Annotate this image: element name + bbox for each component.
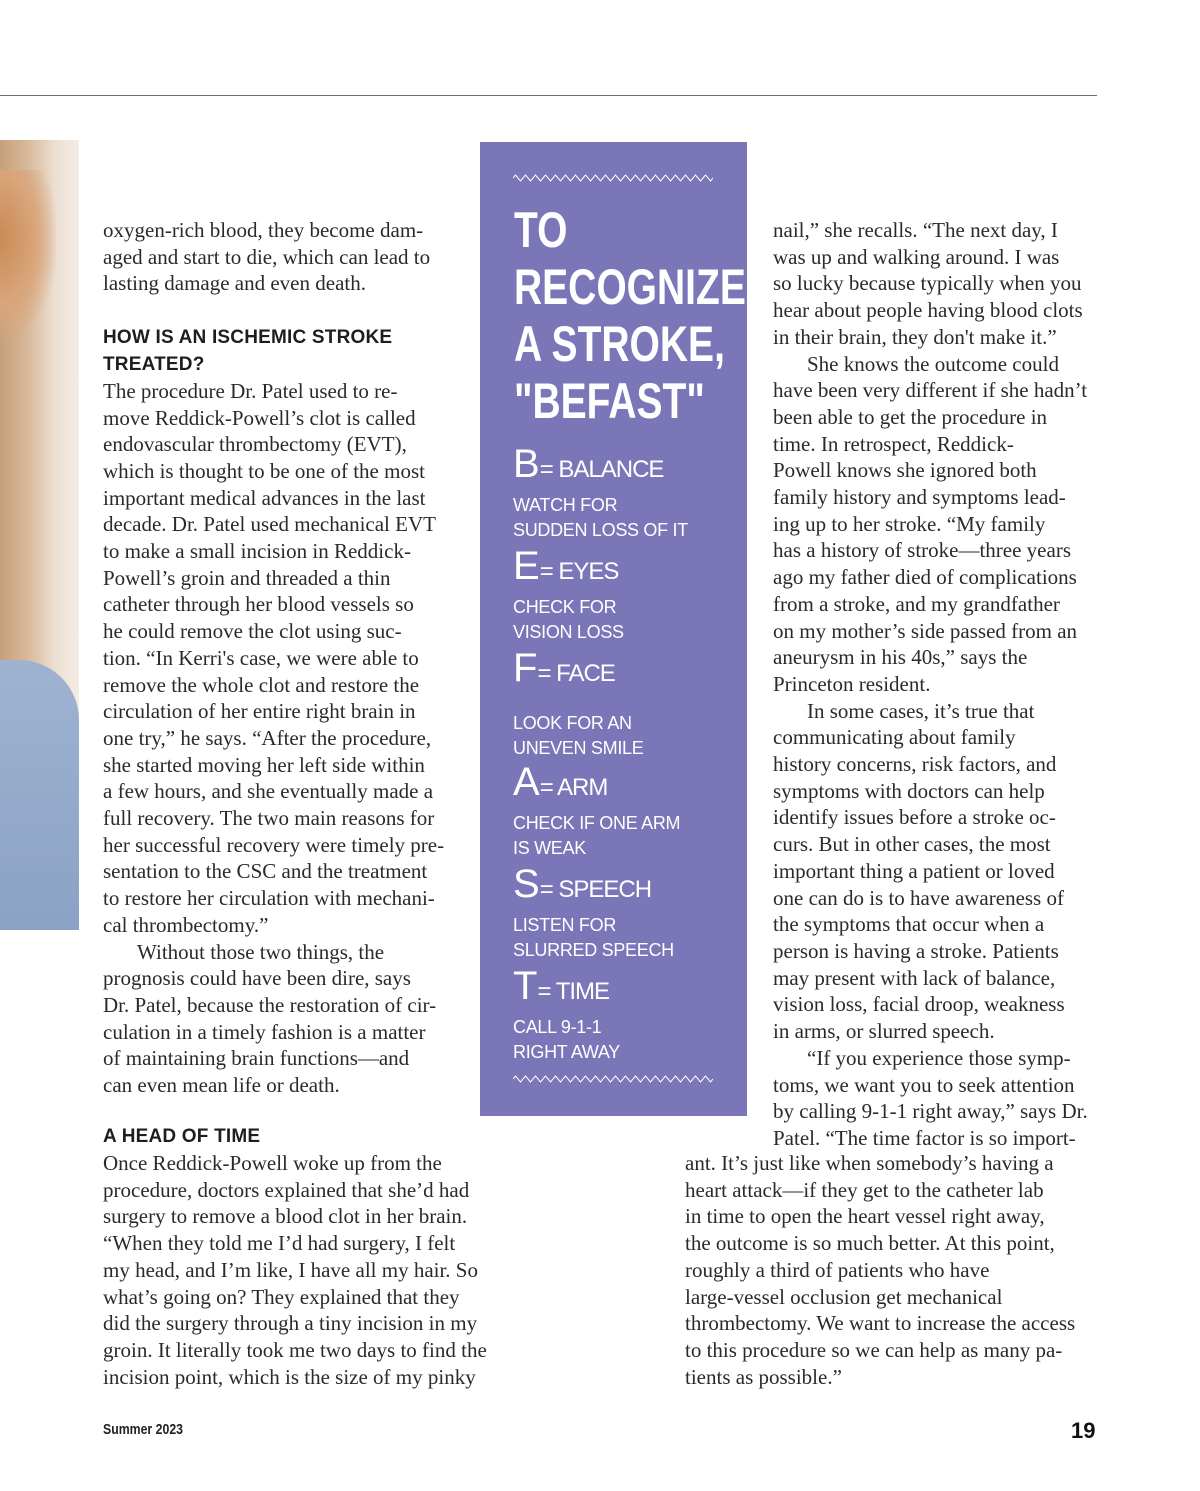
text-line: in arms, or slurred speech. bbox=[773, 1019, 995, 1044]
befast-letter: S bbox=[513, 862, 540, 906]
text-line: ant. It’s just like when somebody’s having a bbox=[685, 1151, 1054, 1175]
text-line: remove the whole clot and restore the bbox=[103, 672, 420, 697]
sidebar-title-line: TO bbox=[514, 202, 568, 258]
befast-desc: CHECK IF ONE ARM bbox=[513, 813, 681, 833]
header-rule bbox=[0, 95, 1097, 96]
text-line: circulation of her entire right brain in bbox=[103, 699, 416, 724]
befast-word: = SPEECH bbox=[539, 876, 652, 903]
text-line: roughly a third of patients who have bbox=[685, 1257, 990, 1282]
text-line: “When they told me I’d had surgery, I felt bbox=[103, 1231, 456, 1256]
text-line: endovascular thrombectomy (EVT), bbox=[103, 432, 407, 457]
befast-item-balance bbox=[513, 444, 688, 543]
befast-letter: B bbox=[513, 442, 540, 486]
befast-letter: E bbox=[513, 544, 540, 588]
text-line: my head, and I’m like, I have all my hair. So bbox=[103, 1257, 478, 1282]
text-line: the outcome is so much better. At this point, bbox=[685, 1231, 1055, 1256]
befast-word: = ARM bbox=[539, 774, 608, 801]
text-line: was up and walking around. I was bbox=[773, 244, 1060, 269]
text-line: Patel. “The time factor is so import- bbox=[773, 1125, 1076, 1150]
text-line: to restore her circulation with mechani- bbox=[103, 886, 435, 911]
photo-hair bbox=[0, 170, 56, 340]
befast-desc: IS WEAK bbox=[513, 838, 586, 858]
text-line: Powell’s groin and threaded a thin bbox=[103, 565, 391, 590]
text-line: has a history of stroke—three years bbox=[773, 538, 1071, 563]
text-line: a few hours, and she eventually made a bbox=[103, 779, 434, 804]
text-line: he could remove the clot using suc- bbox=[103, 619, 402, 644]
befast-desc: RIGHT AWAY bbox=[513, 1042, 621, 1062]
text-line: her successful recovery were timely pre- bbox=[103, 832, 445, 857]
text-line: person is having a stroke. Patients bbox=[773, 938, 1059, 963]
text-line: important medical advances in the last bbox=[103, 485, 426, 510]
text-line: decade. Dr. Patel used mechanical EVT bbox=[103, 512, 436, 537]
text-line: incision point, which is the size of my pinky bbox=[103, 1364, 476, 1389]
section-heading: TREATED? bbox=[103, 353, 205, 375]
text-line: been able to get the procedure in bbox=[773, 404, 1048, 429]
text-line: lasting damage and even death. bbox=[103, 271, 366, 296]
text-line: sentation to the CSC and the treatment bbox=[103, 859, 428, 884]
sidebar-title-line: A STROKE, bbox=[514, 316, 725, 372]
befast-desc: CALL 9-1-1 bbox=[513, 1017, 602, 1037]
text-line: may present with lack of balance, bbox=[773, 965, 1056, 990]
text-line: history concerns, risk factors, and bbox=[773, 752, 1057, 777]
text-line: thrombectomy. We want to increase the access bbox=[685, 1311, 1076, 1336]
text-line: by calling 9-1-1 right away,” says Dr. bbox=[773, 1099, 1088, 1124]
cropped-photo bbox=[0, 140, 79, 930]
befast-item-arm bbox=[513, 762, 680, 861]
photo-shoulder bbox=[0, 660, 79, 930]
article-column-right bbox=[773, 217, 1103, 1152]
text-line: in time to open the heart vessel right away, bbox=[685, 1204, 1045, 1229]
befast-desc: CHECK FOR bbox=[513, 597, 617, 617]
page-number: 19 bbox=[1071, 1418, 1096, 1443]
article-column-bottom-right bbox=[685, 1150, 1100, 1390]
text-line: procedure, doctors explained that she’d had bbox=[103, 1177, 470, 1202]
befast-item-eyes bbox=[513, 546, 624, 645]
befast-item-speech bbox=[513, 864, 674, 963]
befast-word: = TIME bbox=[537, 978, 610, 1005]
sidebar-title-line: RECOGNIZE bbox=[514, 259, 746, 315]
text-line: Without those two things, the bbox=[137, 939, 385, 964]
sidebar-title-line: "BEFAST" bbox=[514, 373, 705, 429]
text-line: large-vessel occlusion get mechanical bbox=[685, 1284, 1003, 1309]
zigzag-divider bbox=[513, 1075, 713, 1083]
befast-word: = BALANCE bbox=[539, 456, 664, 483]
befast-desc: LISTEN FOR bbox=[513, 915, 617, 935]
text-line: toms, we want you to seek attention bbox=[773, 1072, 1075, 1097]
befast-item-time bbox=[513, 966, 620, 1065]
text-line: aneurysm in his 40s,” says the bbox=[773, 645, 1028, 670]
text-line: ing up to her stroke. “My family bbox=[773, 511, 1046, 536]
text-line: have been very different if she hadn’t bbox=[773, 378, 1088, 403]
text-line: one try,” he says. “After the procedure, bbox=[103, 725, 432, 750]
text-line: prognosis could have been dire, says bbox=[103, 966, 411, 991]
text-line: what’s going on? They explained that they bbox=[103, 1284, 460, 1309]
text-line: She knows the outcome could bbox=[807, 351, 1059, 376]
text-line: can even mean life or death. bbox=[103, 1073, 340, 1098]
befast-item-face bbox=[513, 648, 643, 761]
text-line: full recovery. The two main reasons for bbox=[103, 806, 435, 831]
text-line: heart attack—if they get to the catheter lab bbox=[685, 1177, 1044, 1202]
text-line: oxygen-rich blood, they become dam- bbox=[103, 218, 424, 242]
text-line: one can do is to have awareness of bbox=[773, 885, 1064, 910]
text-line: Dr. Patel, because the restoration of cir- bbox=[103, 992, 437, 1017]
text-line: move Reddick-Powell’s clot is called bbox=[103, 405, 416, 430]
text-line: did the surgery through a tiny incision in my bbox=[103, 1311, 478, 1336]
text-line: “If you experience those symp- bbox=[807, 1045, 1071, 1070]
text-line: Once Reddick-Powell woke up from the bbox=[103, 1151, 442, 1175]
text-line: cal thrombectomy.” bbox=[103, 912, 269, 937]
text-line: tion. “In Kerri's case, we were able to bbox=[103, 645, 419, 670]
article-column-left-lower bbox=[103, 1123, 508, 1390]
text-line: hear about people having blood clots bbox=[773, 298, 1083, 323]
text-line: catheter through her blood vessels so bbox=[103, 592, 414, 617]
text-line: symptoms with doctors can help bbox=[773, 778, 1045, 803]
text-line: important thing a patient or loved bbox=[773, 858, 1055, 883]
text-line: which is thought to be one of the most bbox=[103, 458, 425, 483]
befast-desc: SLURRED SPEECH bbox=[513, 940, 674, 960]
text-line: from a stroke, and my grandfather bbox=[773, 591, 1060, 616]
zigzag-divider bbox=[513, 174, 713, 182]
befast-sidebar bbox=[480, 142, 747, 1116]
befast-word: = FACE bbox=[537, 660, 615, 687]
text-line: in their brain, they don't make it.” bbox=[773, 324, 1057, 349]
text-line: family history and symptoms lead- bbox=[773, 485, 1066, 510]
befast-letter: T bbox=[513, 964, 538, 1008]
text-line: tients as possible.” bbox=[685, 1364, 842, 1389]
text-line: The procedure Dr. Patel used to re- bbox=[103, 378, 398, 403]
text-line: to make a small incision in Reddick- bbox=[103, 539, 411, 564]
befast-word: = EYES bbox=[539, 558, 619, 585]
article-column-left bbox=[103, 217, 503, 1099]
befast-desc: UNEVEN SMILE bbox=[513, 738, 644, 758]
text-line: to this procedure so we can help as many pa- bbox=[685, 1337, 1063, 1362]
text-line: Powell knows she ignored both bbox=[773, 458, 1037, 483]
text-line: identify issues before a stroke oc- bbox=[773, 805, 1056, 830]
text-line: the symptoms that occur when a bbox=[773, 912, 1045, 937]
text-line: In some cases, it’s true that bbox=[807, 698, 1035, 723]
section-heading: A HEAD OF TIME bbox=[103, 1126, 261, 1147]
text-line: culation in a timely fashion is a matter bbox=[103, 1019, 426, 1044]
text-line: so lucky because typically when you bbox=[773, 271, 1082, 296]
text-line: she started moving her left side within bbox=[103, 752, 425, 777]
text-line: nail,” she recalls. “The next day, I bbox=[773, 218, 1058, 242]
sidebar-title bbox=[514, 202, 746, 430]
befast-desc: LOOK FOR AN bbox=[513, 713, 632, 733]
text-line: ago my father died of complications bbox=[773, 565, 1077, 590]
text-line: surgery to remove a blood clot in her brain. bbox=[103, 1204, 468, 1229]
befast-desc: SUDDEN LOSS OF IT bbox=[513, 520, 688, 540]
befast-letter: F bbox=[513, 646, 538, 690]
befast-letter: A bbox=[513, 760, 540, 804]
text-line: on my mother’s side passed from an bbox=[773, 618, 1078, 643]
text-line: communicating about family bbox=[773, 725, 1016, 750]
text-line: Princeton resident. bbox=[773, 671, 931, 696]
befast-desc: VISION LOSS bbox=[513, 622, 624, 642]
text-line: aged and start to die, which can lead to bbox=[103, 244, 431, 269]
section-heading: HOW IS AN ISCHEMIC STROKE bbox=[103, 326, 393, 348]
issue-label: Summer 2023 bbox=[103, 1421, 184, 1438]
text-line: of maintaining brain functions—and bbox=[103, 1046, 410, 1071]
text-line: groin. It literally took me two days to find the bbox=[103, 1337, 487, 1362]
befast-desc: WATCH FOR bbox=[513, 495, 618, 515]
text-line: time. In retrospect, Reddick- bbox=[773, 431, 1014, 456]
text-line: vision loss, facial droop, weakness bbox=[773, 992, 1065, 1017]
text-line: curs. But in other cases, the most bbox=[773, 832, 1051, 857]
